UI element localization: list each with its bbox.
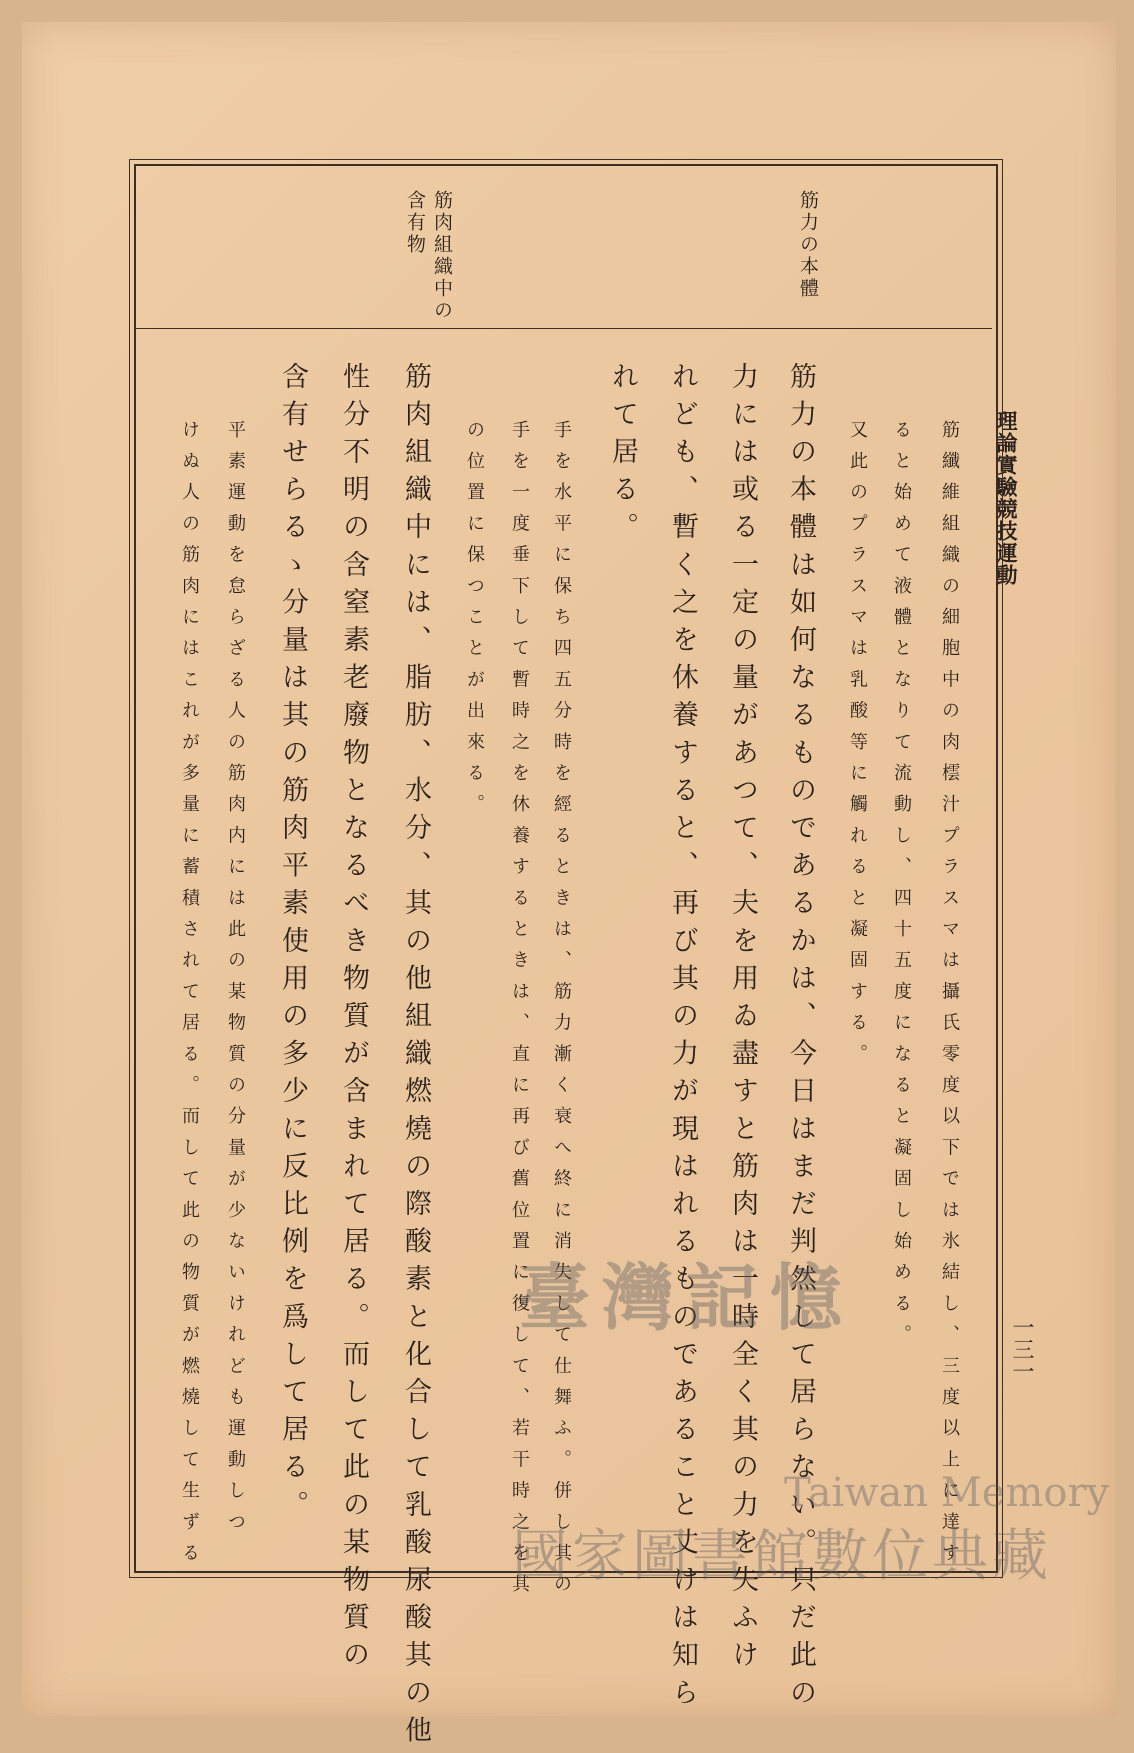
text-column: 力には或る一定の量があつて、夫を用ゐ盡すと筋肉は一時全く其の力を失ふけ xyxy=(727,362,758,1678)
text-column: 含有せらるゝ分量は其の筋肉平素使用の多少に反比例を爲して居る。 xyxy=(277,362,308,1528)
watermark-logo-text: 臺灣記憶 xyxy=(518,1255,855,1340)
text-column: 筋力の本體は如何なるものであるかは、今日はまだ判然して居らない。只だ此の xyxy=(785,362,816,1716)
text-column: れども、暫く之を休養すると、再び其の力が現はれるものであること丈けは知ら xyxy=(667,362,698,1716)
side-heading-muscle-content-line2: 含有物 xyxy=(404,190,426,256)
text-column: 平素運動を怠らざる人の筋肉内には此の某物質の分量が少ないけれども運動しつ xyxy=(225,420,246,1544)
text-column: 筋纖維組織の細胞中の肉橒汁プラスマは攝氏零度以下では氷結し、三度以上に達す xyxy=(939,420,960,1575)
header-divider xyxy=(136,328,992,329)
watermark-subtitle: 國家圖書館數位典藏 xyxy=(512,1524,1052,1589)
text-column: の位置に保つことが出來る。 xyxy=(464,420,485,826)
text-column: 手を水平に保ち四五分時を經るときは、筋力漸く衰へ終に消失して仕舞ふ。併し其の xyxy=(551,420,572,1606)
page-number: 一三一 xyxy=(1009,1316,1034,1382)
text-column: 性分不明の含窒素老廢物となるべき物質が含まれて居る。而して此の某物質の xyxy=(338,362,369,1678)
text-column: ると始めて液體となりて流動し、四十五度になると凝固し始める。 xyxy=(891,420,912,1356)
text-column: 筋肉組織中には、脂肪、水分、其の他組織燃燒の際酸素と化合して乳酸尿酸其の他 xyxy=(400,362,431,1753)
watermark-english: Taiwan Memory xyxy=(784,1470,1110,1516)
text-column: れて居る。 xyxy=(607,362,638,550)
text-column: けぬ人の筋肉にはこれが多量に蓄積されて居る。而して此の物質が燃燒して生ずる xyxy=(179,420,200,1575)
side-heading-muscle-content-line1: 筋肉組織中の xyxy=(431,190,453,322)
side-heading-muscle-strength: 筋力の本體 xyxy=(797,190,819,300)
text-column: 又此のプラスマは乳酸等に觸れると凝固する。 xyxy=(847,420,868,1076)
text-column: 手を一度垂下して暫時之を休養するときは、直に再び舊位置に復して、若干時之を其 xyxy=(509,420,530,1606)
running-head: 理論實驗競技運動 xyxy=(994,410,1019,586)
